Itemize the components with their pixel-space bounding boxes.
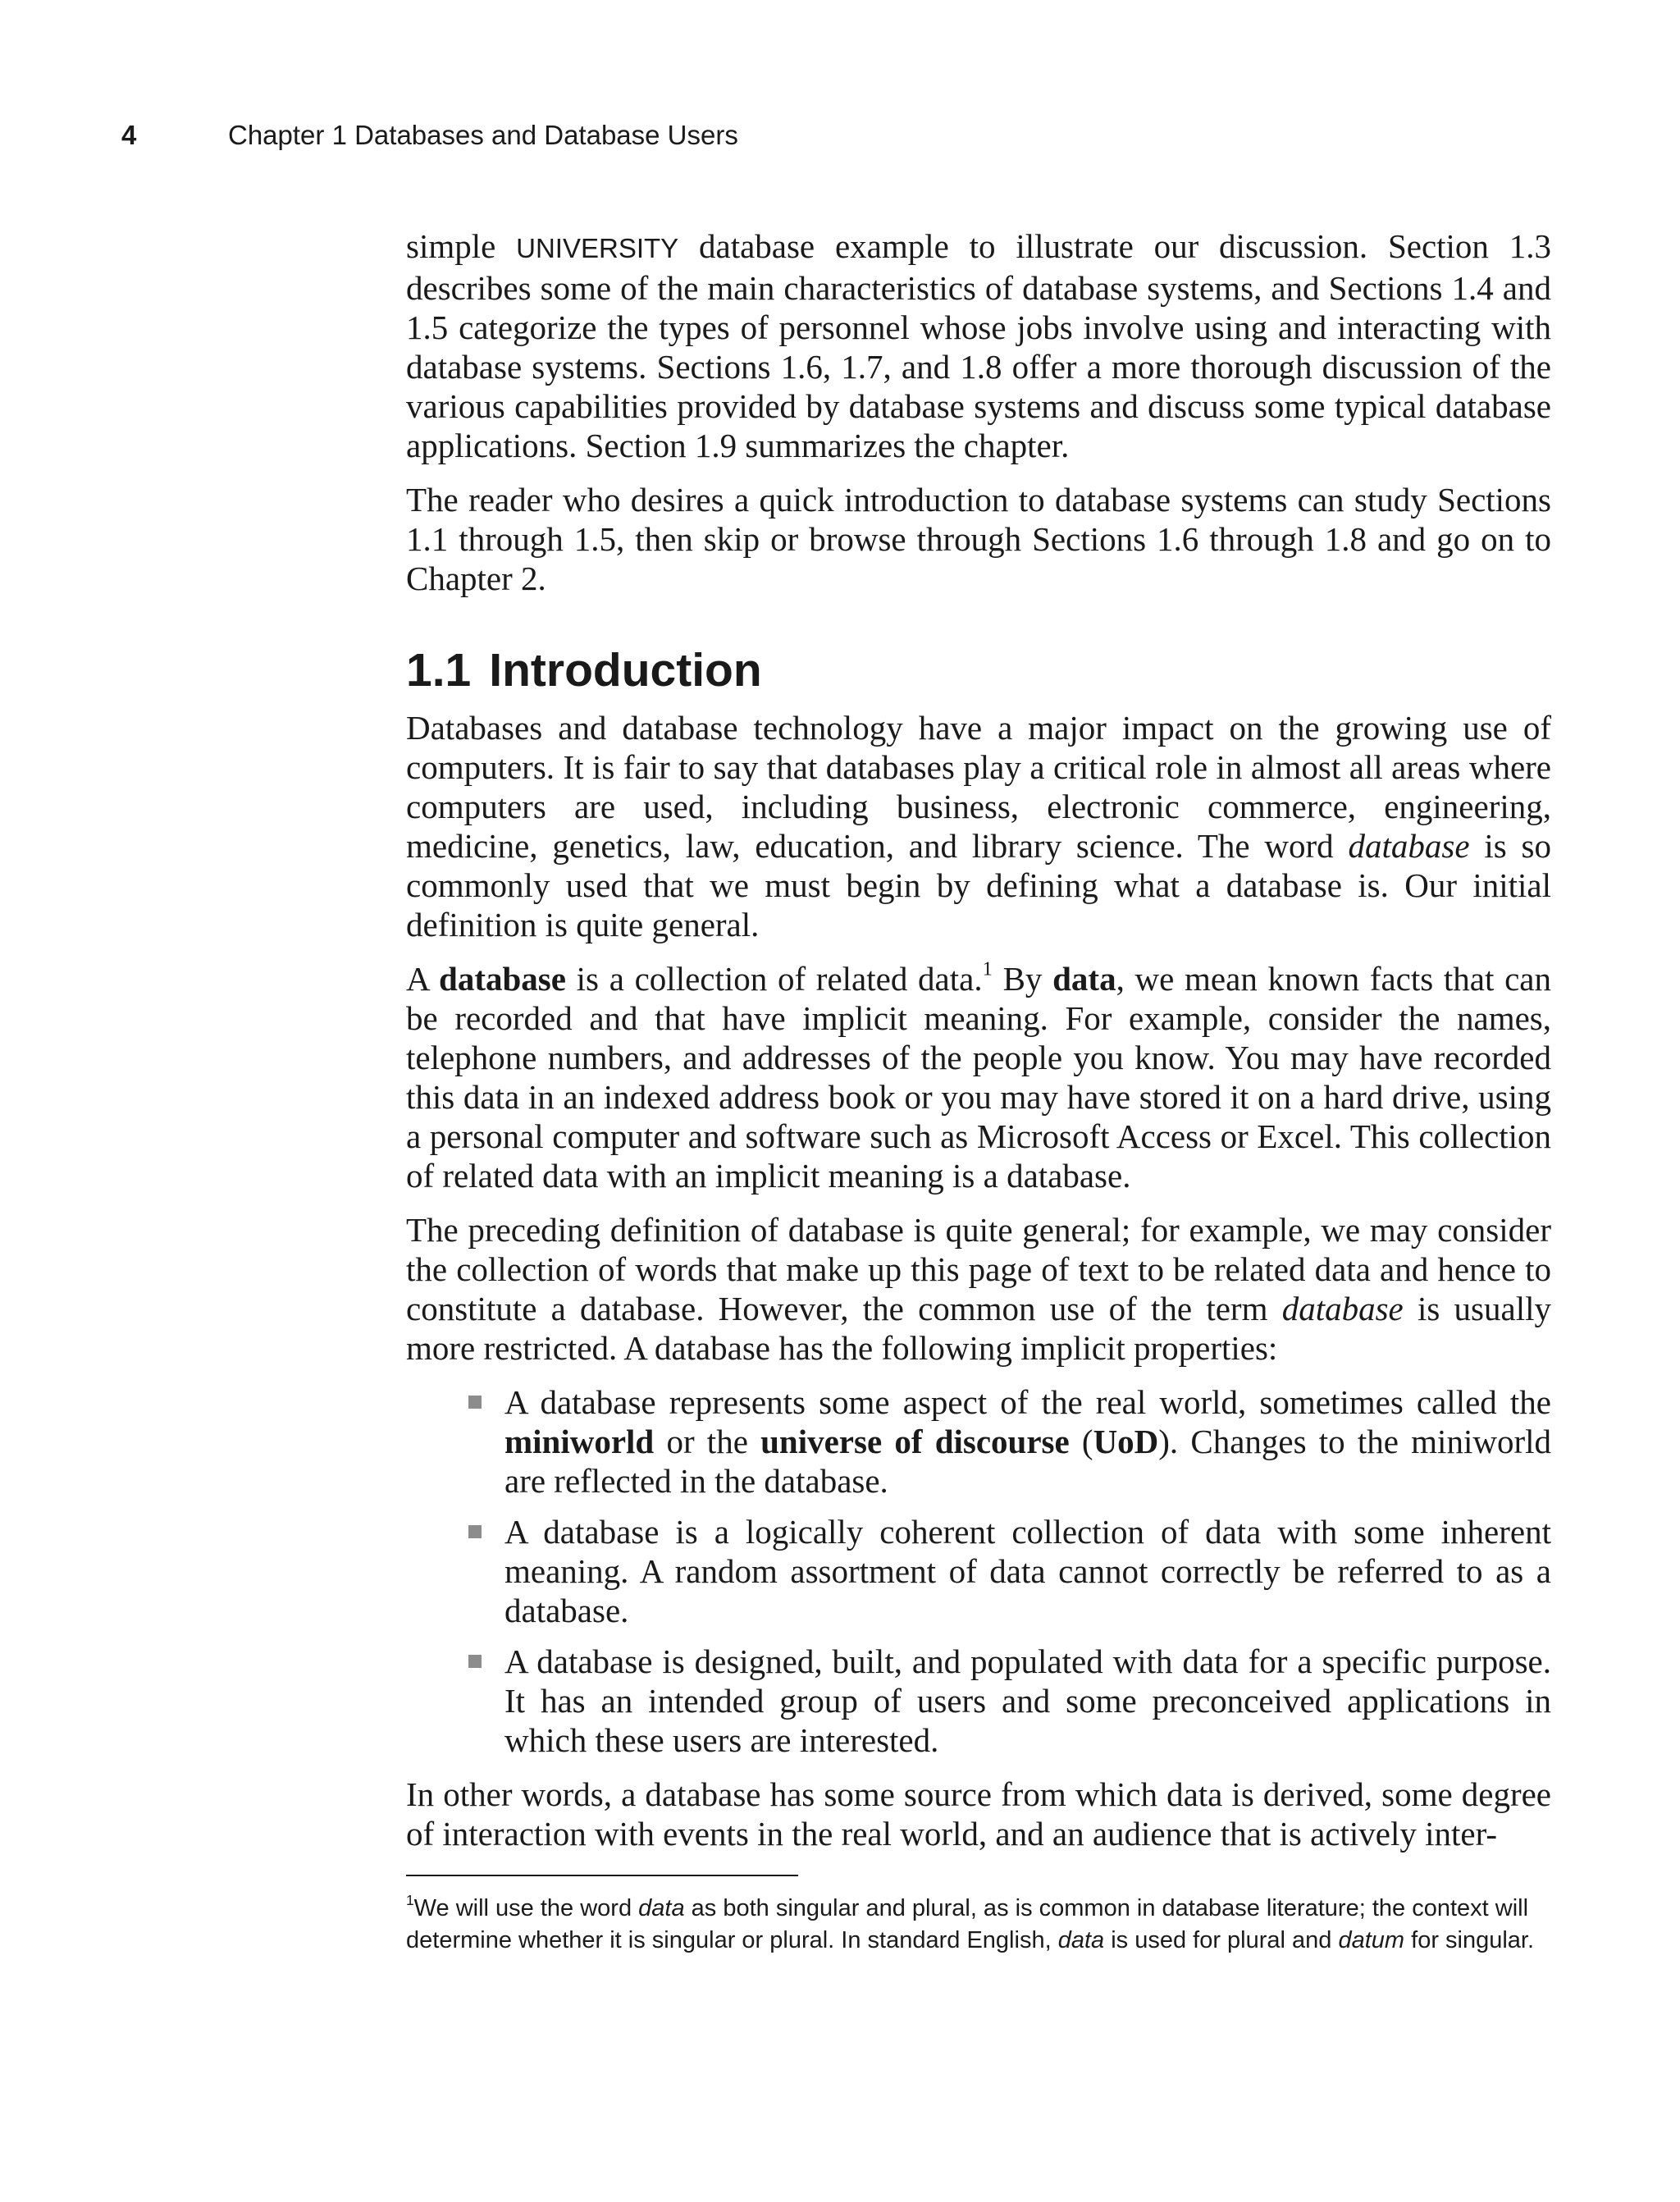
text-run: is so commonly used that we must begin by defining what a database is. Our initial definition is quite general. bbox=[406, 827, 1551, 943]
text-run: for singular. bbox=[1404, 1927, 1535, 1953]
footnote-reference[interactable]: 1 bbox=[982, 957, 993, 980]
body-paragraph-1 bbox=[406, 708, 1551, 944]
page-number: 4 bbox=[121, 120, 137, 150]
text-run: A bbox=[406, 960, 440, 998]
body-paragraph-2 bbox=[406, 959, 1551, 1195]
intro-paragraph-2: The reader who desires a quick introduction to database systems can study Sections 1.1 through 1.5, then skip or browse through Sections 1.6 through 1.8 and go on to Chapter 2. bbox=[406, 481, 1551, 597]
university-label: UNIVERSITY bbox=[516, 233, 679, 263]
text-run: We will use the word bbox=[413, 1895, 639, 1921]
text-run: , we mean known facts that can be recorded and that have implicit meaning. For example, consider the names, telephone numbers, and addresses of the people you know. You may have recorded this data in an indexed address book or you may have stored it on a hard drive, using a personal computer and software such as Microsoft Access or Excel. This collection of related data with an implicit meaning is a database. bbox=[406, 960, 1551, 1195]
term-universe-of-discourse: universe of discourse bbox=[760, 1423, 1070, 1460]
footnote-divider bbox=[406, 1875, 798, 1876]
chapter-title: Chapter 1 Databases and Database Users bbox=[228, 120, 738, 150]
square-bullet-icon bbox=[468, 1396, 482, 1409]
running-head bbox=[121, 120, 738, 151]
square-bullet-icon bbox=[468, 1655, 482, 1668]
intro-paragraph-1 bbox=[406, 226, 1551, 465]
term-data: data bbox=[1052, 960, 1116, 998]
list-item bbox=[406, 1512, 1551, 1630]
list-item bbox=[406, 1642, 1551, 1760]
section-heading bbox=[406, 644, 1551, 697]
square-bullet-icon bbox=[468, 1525, 482, 1538]
emphasis-database: database bbox=[1348, 827, 1470, 865]
text-run: is used for plural and bbox=[1104, 1927, 1339, 1953]
emphasis-data: data bbox=[1057, 1927, 1105, 1953]
term-uod: UoD bbox=[1093, 1423, 1159, 1460]
footnote bbox=[406, 1893, 1551, 1957]
properties-list bbox=[406, 1382, 1551, 1760]
text-run: as both singular and plural, as is common in database literature; the context will determine whether it is singular or plural. In standard English, bbox=[406, 1895, 1529, 1953]
text-run: is a collection of related data. bbox=[565, 960, 983, 998]
text-run: or the bbox=[654, 1423, 761, 1460]
emphasis-database: database bbox=[1281, 1290, 1404, 1327]
body-paragraph-3 bbox=[406, 1210, 1551, 1368]
text-run: ). Changes to the miniworld are reflected in the database. bbox=[504, 1423, 1551, 1500]
text-run: A database is designed, built, and populated with data for a specific purpose. It has an intended group of users and some preconceived applications in which these users are interested. bbox=[504, 1642, 1551, 1759]
section-number: 1.1 bbox=[406, 644, 472, 697]
text-run: A database is a logically coherent collection of data with some inherent meaning. A random assortment of data cannot correctly be referred to as a database. bbox=[504, 1513, 1551, 1629]
text-run: ( bbox=[1069, 1423, 1093, 1460]
body-paragraph-4: In other words, a database has some source from which data is derived, some degree of interaction with events in the real world, and an audience that is actively inter- bbox=[406, 1775, 1551, 1853]
term-miniworld: miniworld bbox=[504, 1423, 655, 1460]
list-item bbox=[406, 1382, 1551, 1501]
text-run: A database represents some aspect of the real world, sometimes called the bbox=[504, 1383, 1551, 1421]
text-column bbox=[406, 226, 1551, 1957]
footnote-mark: 1 bbox=[406, 1891, 414, 1908]
text-run: database example to illustrate our discussion. Section 1.3 describes some of the main characteristics of database systems, and Sections 1.4 and 1.5 categorize the types of personnel whose jobs involve using and interacting with database systems. Sections 1.6, 1.7, and 1.8 offer a more thorough discussion of the various capabilities provided by database systems and discuss some typical database applications. Section 1.9 summarizes the chapter. bbox=[406, 227, 1551, 464]
text-run: By bbox=[992, 960, 1053, 998]
text-run: simple bbox=[406, 227, 517, 265]
section-title: Introduction bbox=[489, 644, 762, 697]
text-run: is usually more restricted. A database has the following implicit properties: bbox=[406, 1290, 1551, 1367]
text-run: The preceding definition of database is quite general; for example, we may consider the collection of words that make up this page of text to be related data and hence to constitute a database. However, the common use of the term bbox=[406, 1211, 1551, 1327]
text-run: Databases and database technology have a major impact on the growing use of computers. It is fair to say that databases play a critical role in almost all areas where computers are used, including business, electronic commerce, engineering, medicine, genetics, law, education, and library science. The word bbox=[406, 709, 1551, 865]
term-database: database bbox=[439, 960, 566, 998]
emphasis-datum: datum bbox=[1338, 1927, 1405, 1953]
emphasis-data: data bbox=[638, 1895, 685, 1921]
